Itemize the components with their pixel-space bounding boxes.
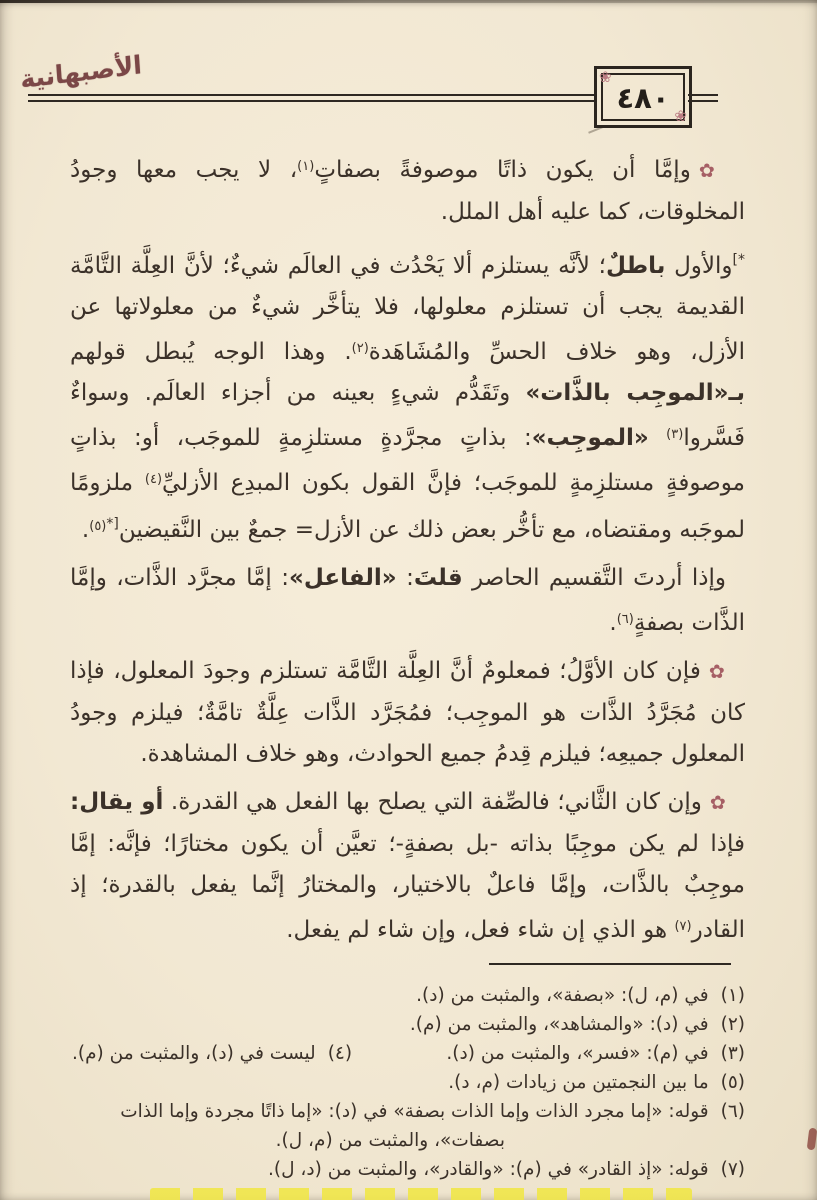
footnote-6	[72, 1097, 745, 1155]
footnote-4	[72, 1039, 352, 1068]
editor-open-marker: [*	[732, 252, 745, 268]
footnote-number: (٣)	[720, 1043, 745, 1064]
editor-close-marker: *]	[106, 516, 119, 532]
floral-ornament-icon: ❀	[599, 68, 612, 86]
bottom-watermark	[150, 1188, 692, 1200]
footnote-number: (١)	[720, 985, 745, 1006]
paragraph-4	[70, 651, 745, 775]
text-run: .	[609, 610, 617, 636]
footnote-ref-2: (٢)	[351, 341, 369, 356]
footnotes	[72, 981, 745, 1184]
page-number-frame	[601, 73, 685, 121]
page-number-box	[594, 66, 692, 128]
footnote-text-line1: قوله: «إما مجرد الذات وإما الذات بصفة» في (د): «إما ذاتًا مجردة وإما الذات	[120, 1101, 709, 1122]
text-run: والأول	[665, 253, 733, 279]
footnote-text	[72, 1097, 709, 1155]
header-rule-right	[688, 94, 718, 102]
footnote-text: قوله: «إذ القادر» في (م): «والقادر»، والمثبت من (د، ل).	[267, 1159, 709, 1180]
paragraph-2	[70, 240, 745, 551]
scan-edge-mark	[807, 1128, 817, 1151]
bold-run: أو يقال:	[70, 789, 164, 815]
text-run: وإذا أردتَ التَّقسيم الحاصر	[462, 565, 727, 591]
paragraph-5	[70, 782, 745, 951]
flower-marker-icon: ✿	[698, 160, 726, 182]
footnote-1	[72, 981, 745, 1010]
bold-run: «الفاعل»	[288, 565, 397, 591]
text-run: .	[81, 517, 90, 543]
series-logo: الأصبهانية	[19, 50, 143, 95]
footnote-text: ما بين النجمتين من زيادات (م، د).	[448, 1072, 709, 1093]
body-text	[70, 146, 745, 958]
floral-ornament-icon: ❀	[674, 107, 687, 125]
flower-marker-icon: ✿	[709, 792, 727, 814]
footnote-3	[446, 1039, 745, 1068]
header-rule-left	[28, 94, 594, 102]
text-run: فإن كان الأوَّلُ؛ فمعلومٌ أنَّ العِلَّة التَّامَّة تستلزم وجودَ المعلول، فإذا كان مُجَرَّدُ الذَّات هو الموجِب؛ فمُجَرَّد الذَّات عِلَّةٌ تامَّةٌ؛ فيلزم وجودُ المعلول جميعِه؛ فيلزم قِدمُ جميع الحوادث، وهو خلاف المشاهدة.	[70, 658, 745, 767]
bold-run: «الموجِب»	[531, 425, 649, 451]
text-run: ؛ لأنَّه يستلزم ألا يَحْدُث في العالَم شيءٌ؛ لأنَّ العِلَّة التَّامَّة القديمة يجب أن تستلزم معلولها، فلا يتأخَّر شيءٌ من معلولاتها عن الأزل، وهو خلاف الحسِّ والمُشَاهَدة	[70, 253, 745, 365]
text-run: وإن كان الثَّاني؛ فالصِّفة التي يصلح بها الفعل هي القدرة.	[163, 789, 702, 815]
footnote-ref-3: (٣)	[666, 427, 684, 442]
footnote-text: في (د): «والمشاهد»، والمثبت من (م).	[409, 1014, 709, 1035]
text-run: ، لا يجب معها وجودُ المخلوقات، كما عليه أهل الملل.	[70, 157, 745, 225]
text-run: ملزومًا لموجَبه ومقتضاه، مع تأخُّر بعض ذلك عن الأزل= جمعٌ بين النَّقيضين	[70, 470, 745, 543]
page-number: ٤٨٠	[616, 80, 670, 115]
bold-run: قلتَ	[413, 565, 463, 591]
footnote-separator	[489, 963, 731, 965]
footnote-text: ليست في (د)، والمثبت من (م).	[72, 1043, 316, 1064]
footnote-7	[72, 1155, 745, 1184]
footnote-3-4-row	[72, 1039, 745, 1068]
paragraph-3	[70, 558, 745, 644]
text-run	[649, 425, 666, 451]
footnote-ref-5: (٥)	[89, 519, 107, 534]
footnote-number: (٥)	[720, 1072, 745, 1093]
flower-marker-icon: ✿	[708, 661, 726, 683]
bold-run: بـ«الموجِب بالذَّات»	[525, 380, 745, 406]
text-run: :	[396, 565, 414, 591]
footnote-text-line2: بصفات»، والمثبت من (م، ل).	[275, 1130, 505, 1151]
text-run: وتَقَدُّم شيءٍ بعينه من أجزاء العالَم. وسواءٌ فَسَّروا	[70, 380, 746, 451]
footnote-text: في (م): «فسر»، والمثبت من (د).	[446, 1043, 709, 1064]
footnote-ref-7: (٧)	[674, 919, 692, 934]
footnote-number: (٢)	[720, 1014, 745, 1035]
text-run: : بذاتٍ مجرَّدةٍ مستلزِمةٍ للموجَب، أو: بذاتٍ موصوفةٍ مستلزِمةٍ للموجَب؛ فإنَّ القول بكون المبدِع الأزليِّ	[70, 425, 745, 496]
text-run: فإذا لم يكن موجِبًا بذاته -بل بصفةٍ-؛ تعيَّن أن يكون مختارًا؛ فإنَّه: إمَّا موجِبٌ بالذَّات، وإمَّا فاعلٌ بالاختيار، والمختارُ إنَّما يفعل بالقدرة؛ إذ القادر	[70, 831, 745, 943]
footnote-5	[72, 1068, 745, 1097]
paragraph-1	[70, 146, 745, 233]
footnote-number: (٧)	[720, 1159, 745, 1180]
footnote-number: (٦)	[720, 1101, 745, 1122]
footnote-ref-1: (١)	[297, 159, 315, 174]
bold-run: باطلٌ	[605, 253, 666, 279]
text-run: وإمَّا أن يكون ذاتًا موصوفةً بصفاتٍ	[314, 157, 691, 183]
scan-edge-top	[0, 0, 817, 3]
footnote-ref-6: (٦)	[616, 612, 634, 627]
text-run: هو الذي إن شاء فعل، وإن شاء لم يفعل.	[286, 917, 675, 943]
footnote-text: في (م، ل): «بصفة»، والمثبت من (د).	[416, 985, 709, 1006]
text-run: : إمَّا مجرَّد الذَّات، وإمَّا الذَّات بصفةٍ	[70, 565, 745, 636]
footnote-2	[72, 1010, 745, 1039]
footnote-number: (٤)	[327, 1043, 353, 1064]
text-run: . وهذا الوجه يُبطل قولهم	[70, 339, 352, 365]
footnote-ref-4: (٤)	[144, 472, 163, 487]
